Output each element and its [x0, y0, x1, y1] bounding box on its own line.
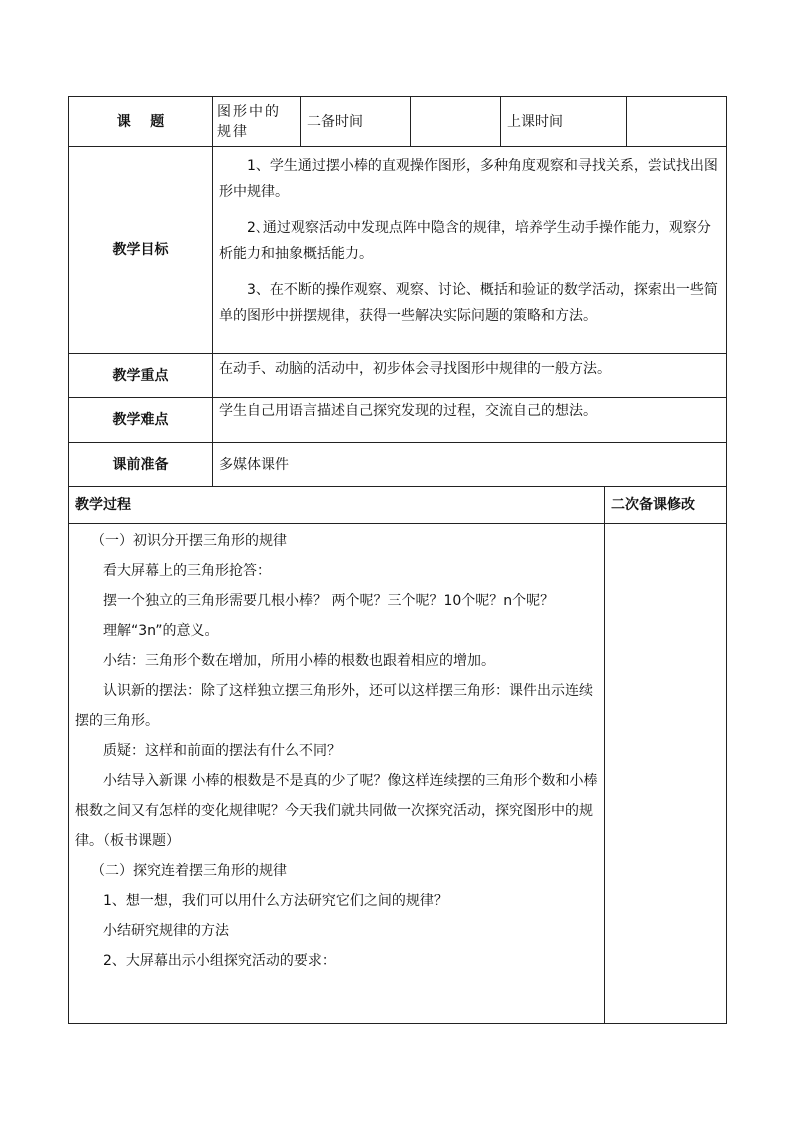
revision-label: 二次备课修改 [605, 487, 727, 524]
goal-item-1: 1、学生通过摆小棒的直观操作图形，多种角度观察和寻找关系，尝试找出图形中规律。 [219, 158, 718, 200]
key-point-label: 教学重点 [69, 354, 213, 398]
preparation-text: 多媒体课件 [213, 443, 727, 487]
process-content [69, 524, 605, 1024]
process-label: 教学过程 [69, 487, 605, 524]
header-row [69, 97, 727, 147]
process-content-row [69, 524, 727, 1024]
difficulty-label: 教学难点 [69, 398, 213, 443]
process-line: 摆一个独立的三角形需要几根小棒？ 两个呢？三个呢？10个呢？n个呢？ [103, 593, 555, 609]
preparation-row [69, 443, 727, 487]
class-time-label: 上课时间 [501, 97, 627, 147]
process-line: （二）探究连着摆三角形的规律 [91, 863, 287, 879]
goals-content [213, 147, 727, 354]
process-line: 1、想一想，我们可以用什么方法研究它们之间的规律？ [103, 893, 448, 909]
process-line: 质疑：这样和前面的摆法有什么不同？ [103, 743, 341, 759]
process-line: 认识新的摆法：除了这样独立摆三角形外，还可以这样摆三角形：课件出示连续摆的三角形。 [75, 683, 593, 729]
process-line: 理解“3n”的意义。 [103, 623, 219, 639]
revision-content [605, 524, 727, 1024]
key-point-row [69, 354, 727, 398]
process-line: 2、大屏幕出示小组探究活动的要求： [103, 953, 336, 969]
class-time-value [627, 97, 727, 147]
preparation-label: 课前准备 [69, 443, 213, 487]
process-line: 小结导入新课 小棒的根数是不是真的少了呢？像这样连续摆的三角形个数和小棒根数之间又有怎样的变化规律呢？今天我们就共同做一次探究活动，探究图形中的规律。（板书课题） [75, 773, 598, 849]
topic-label: 课 题 [69, 97, 213, 147]
topic-value: 图形中的规律 [213, 97, 301, 147]
goals-label: 教学目标 [69, 147, 213, 354]
prep2-time-value [411, 97, 501, 147]
prep2-time-label: 二备时间 [301, 97, 411, 147]
process-line: 小结：三角形个数在增加，所用小棒的根数也跟着相应的增加。 [103, 653, 495, 669]
key-point-text: 在动手、动脑的活动中，初步体会寻找图形中规律的一般方法。 [213, 354, 727, 398]
process-header-row [69, 487, 727, 524]
process-line: （一）初识分开摆三角形的规律 [91, 533, 287, 549]
goal-item-3: 3、在不断的操作观察、观察、讨论、概括和验证的数学活动，探索出一些简单的图形中拼摆规律，获得一些解决实际问题的策略和方法。 [219, 282, 718, 324]
process-line: 看大屏幕上的三角形抢答： [103, 563, 271, 579]
process-line: 小结研究规律的方法 [103, 923, 229, 939]
goal-item-2: 2､通过观察活动中发现点阵中隐含的规律，培养学生动手操作能力，观察分析能力和抽象概括能力。 [219, 220, 711, 262]
goals-row [69, 147, 727, 354]
difficulty-row [69, 398, 727, 443]
lesson-plan-table [68, 96, 727, 1024]
difficulty-text: 学生自己用语言描述自己探究发现的过程，交流自己的想法。 [213, 398, 727, 443]
